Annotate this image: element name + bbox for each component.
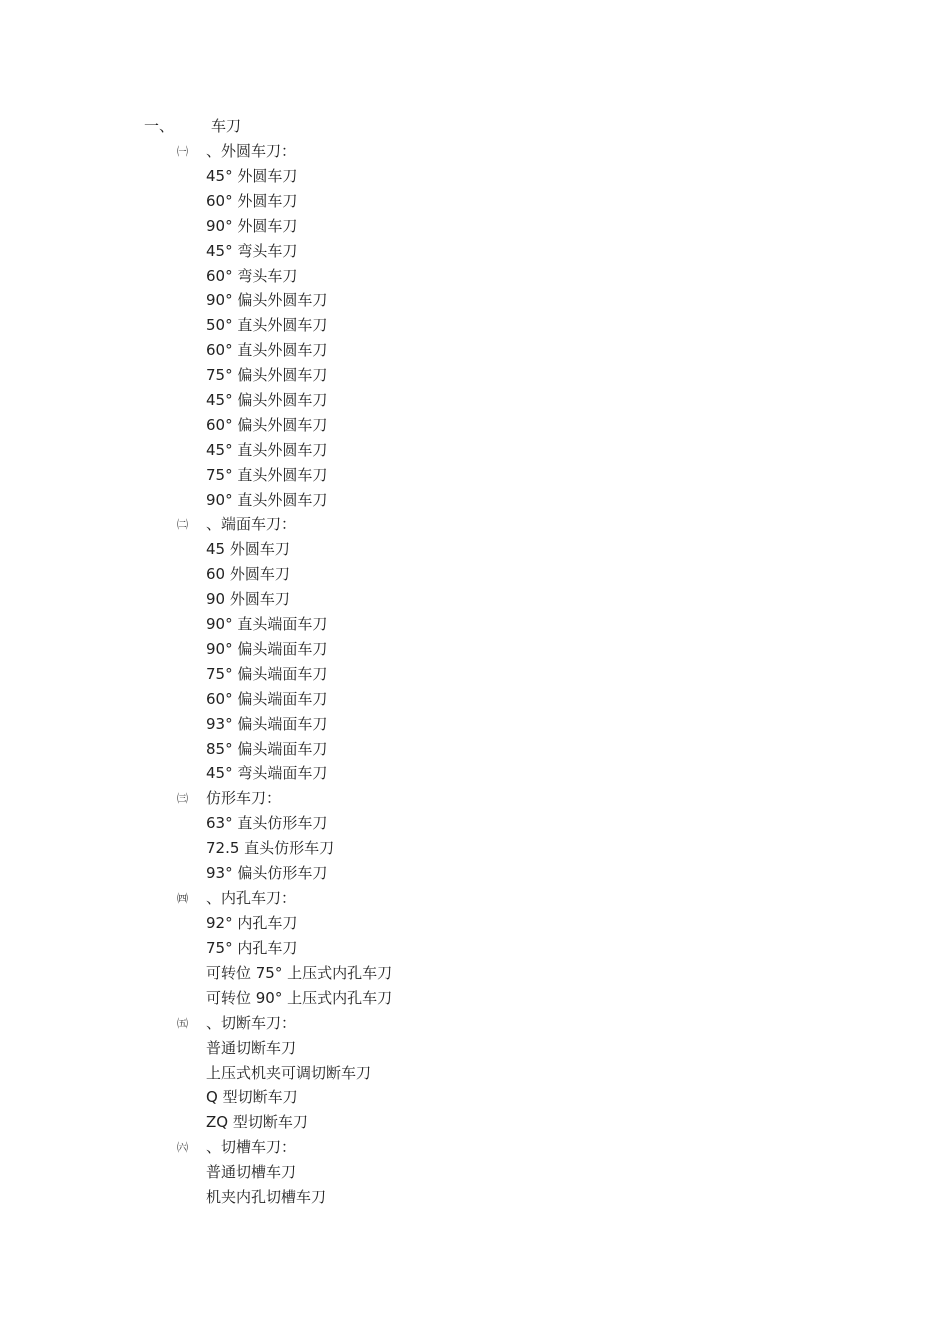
- section-heading: [144, 139, 844, 164]
- list-item: 45° 外圆车刀: [206, 167, 298, 185]
- list-item: 可转位 90° 上压式内孔车刀: [206, 988, 393, 1007]
- section-heading: [144, 786, 844, 811]
- list-item: 45° 偏头外圆车刀: [206, 391, 328, 410]
- list-item: 75° 直头外圆车刀: [206, 465, 328, 484]
- section: [144, 886, 844, 1011]
- list-item: 45° 弯头端面车刀: [206, 764, 328, 783]
- list-item: 63° 直头仿形车刀: [206, 814, 328, 833]
- list-item: 50° 直头外圆车刀: [206, 316, 328, 335]
- list-item: 45 外圆车刀: [206, 540, 290, 559]
- section-marker: ㈥: [177, 1141, 188, 1155]
- list-item: 60° 偏头端面车刀: [206, 689, 328, 708]
- list-item: 85° 偏头端面车刀: [206, 739, 328, 758]
- section-title: 仿形车刀：: [206, 789, 282, 808]
- list-item: 普通切断车刀: [206, 1038, 297, 1057]
- section: [144, 1011, 844, 1136]
- list-item: 75° 偏头外圆车刀: [206, 366, 328, 385]
- section-heading: [144, 1135, 844, 1160]
- list-item: 75° 内孔车刀: [206, 938, 298, 957]
- document-body: [144, 114, 844, 1210]
- section: [144, 512, 844, 786]
- section-title: 、端面车刀：: [206, 515, 297, 534]
- list-item: 45° 弯头车刀: [206, 241, 298, 260]
- section-marker: ㈣: [177, 892, 188, 906]
- chapter-number: 一、: [144, 117, 175, 135]
- section-marker: ㈤: [177, 1016, 188, 1030]
- section-marker: ㈢: [177, 792, 188, 806]
- section-title: 、切槽车刀：: [206, 1138, 297, 1157]
- list-item: 90° 偏头外圆车刀: [206, 291, 328, 310]
- list-item: 机夹内孔切槽车刀: [206, 1188, 327, 1207]
- section-title: 、内孔车刀：: [206, 889, 297, 908]
- section: [144, 786, 844, 886]
- list-item: 60° 外圆车刀: [206, 191, 298, 210]
- section-marker: ㈡: [177, 518, 188, 532]
- item-list: [144, 911, 844, 1011]
- list-item: ZQ 型切断车刀: [206, 1113, 308, 1132]
- list-item: 93° 偏头端面车刀: [206, 714, 328, 733]
- list-item: 92° 内孔车刀: [206, 914, 298, 933]
- list-item: 60° 弯头车刀: [206, 266, 298, 285]
- list-item: 普通切槽车刀: [206, 1163, 297, 1182]
- item-list: [144, 811, 844, 886]
- section-title: 、切断车刀：: [206, 1013, 297, 1032]
- item-list: [144, 164, 844, 512]
- list-item: Q 型切断车刀: [206, 1088, 298, 1107]
- item-list: [144, 537, 844, 786]
- section-marker: ㈠: [177, 145, 188, 158]
- list-item: 60° 偏头外圆车刀: [206, 415, 328, 434]
- section-heading: [144, 886, 844, 911]
- section: [144, 139, 844, 512]
- item-list: [144, 1160, 844, 1210]
- list-item: 90° 外圆车刀: [206, 216, 298, 235]
- section-heading: [144, 512, 844, 537]
- list-item: 93° 偏头仿形车刀: [206, 864, 328, 883]
- section-title: 、外圆车刀：: [206, 142, 297, 160]
- list-item: 60° 直头外圆车刀: [206, 341, 328, 360]
- list-item: 60 外圆车刀: [206, 565, 290, 584]
- list-item: 75° 偏头端面车刀: [206, 664, 328, 683]
- list-item: 72.5 直头仿形车刀: [206, 839, 335, 858]
- section-heading: [144, 1011, 844, 1036]
- list-item: 90° 直头端面车刀: [206, 615, 328, 634]
- item-list: [144, 1036, 844, 1136]
- list-item: 90° 偏头端面车刀: [206, 640, 328, 659]
- section-list: [144, 139, 844, 1210]
- list-item: 上压式机夹可调切断车刀: [206, 1063, 372, 1082]
- list-item: 90° 直头外圆车刀: [206, 490, 328, 509]
- list-item: 45° 直头外圆车刀: [206, 440, 328, 459]
- list-item: 可转位 75° 上压式内孔车刀: [206, 963, 393, 982]
- chapter-title: 车刀: [211, 117, 242, 135]
- chapter-heading: [144, 114, 844, 139]
- list-item: 90 外圆车刀: [206, 590, 290, 609]
- section: [144, 1135, 844, 1210]
